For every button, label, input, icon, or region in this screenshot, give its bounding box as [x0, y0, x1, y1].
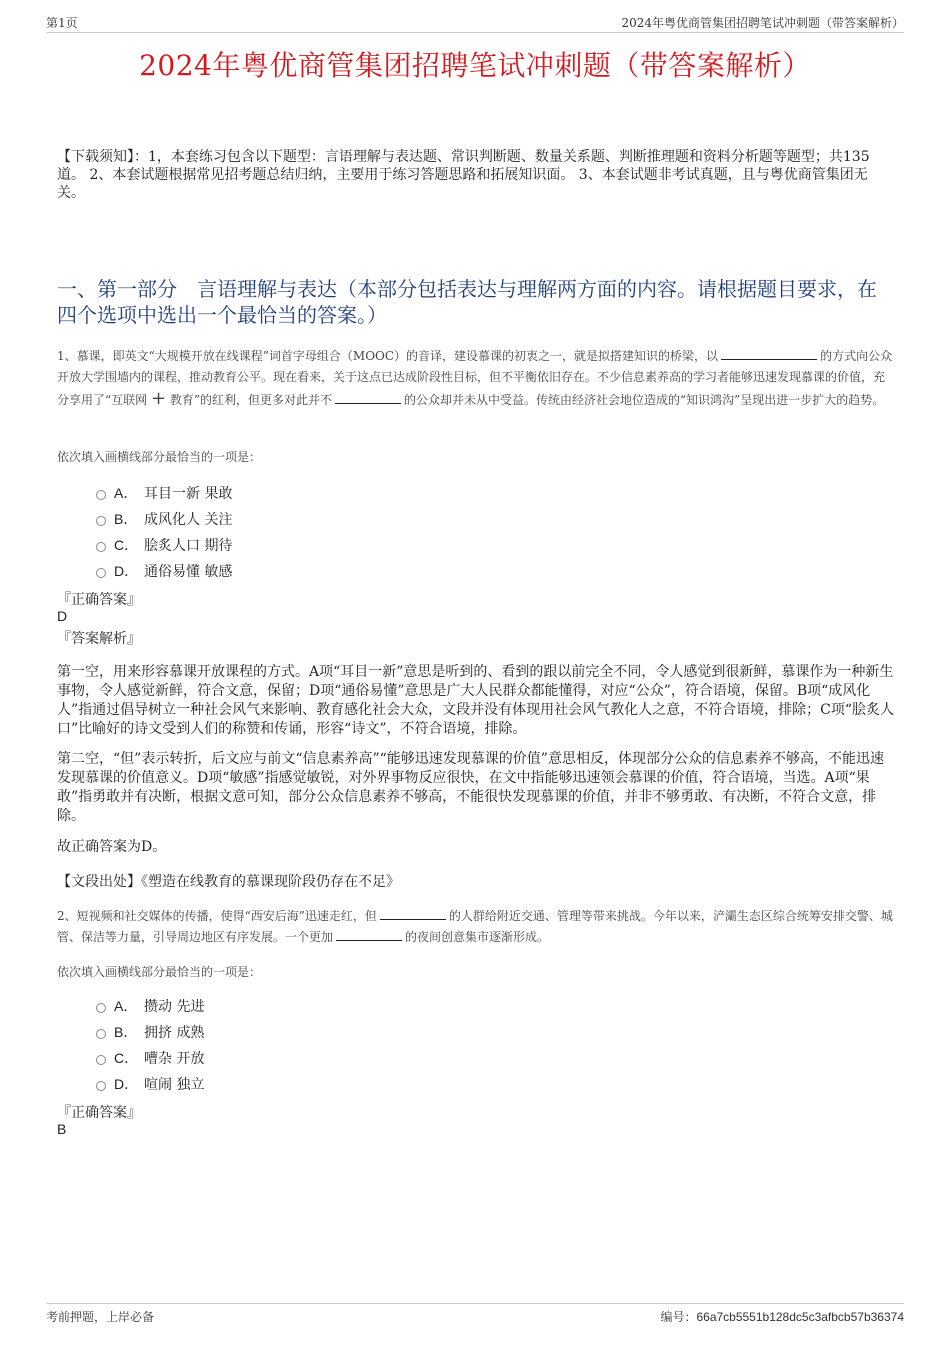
- option-d[interactable]: D． 喧闹 独立: [96, 1071, 204, 1097]
- radio-icon[interactable]: [96, 516, 106, 526]
- radio-icon[interactable]: [96, 568, 106, 578]
- option-a[interactable]: A． 耳目一新 果敢: [96, 480, 232, 506]
- option-text: 嘈杂 开放: [144, 1051, 205, 1067]
- question-1-options: [96, 480, 232, 584]
- radio-icon[interactable]: [96, 1055, 106, 1065]
- page-number: 第1页: [46, 16, 78, 30]
- option-d[interactable]: D． 通俗易懂 敏感: [96, 558, 232, 584]
- option-text: 喧闹 独立: [144, 1077, 205, 1093]
- footer-code: 编号：66a7cb5551b128dc5c3afbcb57b36374: [660, 1310, 904, 1324]
- option-text: 通俗易懂 敏感: [144, 564, 233, 580]
- option-text: 成风化人 关注: [144, 512, 233, 528]
- option-b[interactable]: B． 成风化人 关注: [96, 506, 232, 532]
- option-c[interactable]: C． 脍炙人口 期待: [96, 532, 232, 558]
- radio-icon[interactable]: [96, 1029, 106, 1039]
- radio-icon[interactable]: [96, 1003, 106, 1013]
- analysis-paragraph-2: 第二空，“但”表示转折，后文应与前文“信息素养高”“能够迅速发现慕课的价值”意思相反，体现部分公众的信息素养不够高，不能迅速发现慕课的价值意义。D项“敏感”指感觉敏锐，对外界事物反应很快，在文中指能够迅速领会慕课的价值，符合语境，当选。A项“果敢”指勇敢并有决断，根据文意可知，部分公众信息素养不够高，不能很快发现慕课的价值，并非不够勇敢、有决断，不符合文意，排除。: [57, 751, 884, 824]
- radio-icon[interactable]: [96, 1081, 106, 1091]
- fill-blank-2: [335, 391, 401, 404]
- option-a[interactable]: A． 攒动 先进: [96, 993, 204, 1019]
- question-2-options: [96, 993, 204, 1097]
- download-notice: 【下载须知】：1，本套练习包含以下题型：言语理解与表达题、常识判断题、数量关系题、判断推理题和资料分析题等题型；共135道。 2、本套试题根据常见招考题总结归纳，主要用于练习答题思路和拓展知识面。 3、本套试题非考试真题，且与粤优商管集团无关。: [57, 149, 870, 201]
- fill-blank-2: [336, 928, 402, 941]
- page-header: [46, 14, 904, 33]
- radio-icon[interactable]: [96, 542, 106, 552]
- fill-blank-1: [721, 347, 817, 360]
- answer-label: 『正确答案』: [57, 592, 141, 608]
- fill-blank-1: [380, 907, 446, 920]
- answer-value: D: [57, 608, 68, 624]
- footer-slogan: 考前押题，上岸必备: [46, 1310, 155, 1324]
- question-2-text: 2、短视频和社交媒体的传播，使得“西安后海”迅速走红，但 的人群给附近交通、管理等带来挑战。今年以来，浐灞生态区综合统筹安排交警、城管、保洁等力量，引导周边地区有序发展。一个更加 的夜间创意集市逐渐形成。: [57, 909, 893, 944]
- analysis-label: 『答案解析』: [57, 631, 141, 647]
- option-text: 耳目一新 果敢: [144, 486, 233, 502]
- header-doc-title: 2024年粤优商管集团招聘笔试冲刺题（带答案解析）: [621, 16, 904, 30]
- question-2-prompt: 依次填入画横线部分最恰当的一项是：: [57, 965, 262, 979]
- analysis-paragraph-1: 第一空，用来形容慕课开放课程的方式。A项“耳目一新”意思是听到的、看到的跟以前完全不同，令人感觉到很新鲜，慕课作为一种新生事物，令人感觉新鲜，符合文意，保留；D项“通俗易懂”意思是广大人民群众都能懂得，对应“公众”，符合语境，保留。B项“成风化人”指通过倡导树立一种社会风气来影响、教育感化社会大众，文段并没有体现用社会风气教化人之意，不符合语境，排除；C项“脍炙人口”比喻好的诗文受到人们的称赞和传诵，形容“诗文”，不符合语境，排除。: [57, 664, 895, 737]
- document-title: 2024年粤优商管集团招聘笔试冲刺题（带答案解析）: [139, 49, 811, 82]
- option-b[interactable]: B． 拥挤 成熟: [96, 1019, 204, 1045]
- section-heading: 一、第一部分 言语理解与表达（本部分包括表达与理解两方面的内容。请根据题目要求，在四个选项中选出一个最恰当的答案。）: [57, 277, 877, 327]
- option-text: 攒动 先进: [144, 999, 205, 1015]
- option-c[interactable]: C． 嘈杂 开放: [96, 1045, 204, 1071]
- radio-icon[interactable]: [96, 490, 106, 500]
- option-text: 拥挤 成熟: [144, 1025, 205, 1041]
- answer-label: 『正确答案』: [57, 1105, 141, 1121]
- option-text: 脍炙人口 期待: [144, 538, 233, 554]
- source-citation: 【文段出处】《塑造在线教育的慕课现阶段仍存在不足》: [57, 874, 400, 890]
- answer-conclusion: 故正确答案为D。: [57, 839, 167, 855]
- question-1-text: 1、慕课，即英文“大规模开放在线课程”词首字母组合（MOOC）的音译，建设慕课的初衷之一，就是拟搭建知识的桥梁，以 的方式向公众开放大学围墙内的课程，推动教育公平。现在看来，关于这点已达成阶段性目标，但不平衡依旧存在。不少信息素养高的学习者能够迅速发现慕课的价值，充分享用了“互联网 + 教育”的红利，但更多对此并不 的公众却并未从中受益。传统由经济社会地位造成的“知识鸿沟”呈现出进一步扩大的趋势。: [57, 349, 893, 409]
- page-footer: [46, 1303, 904, 1327]
- question-1-prompt: 依次填入画横线部分最恰当的一项是：: [57, 450, 262, 464]
- answer-value: B: [57, 1121, 67, 1137]
